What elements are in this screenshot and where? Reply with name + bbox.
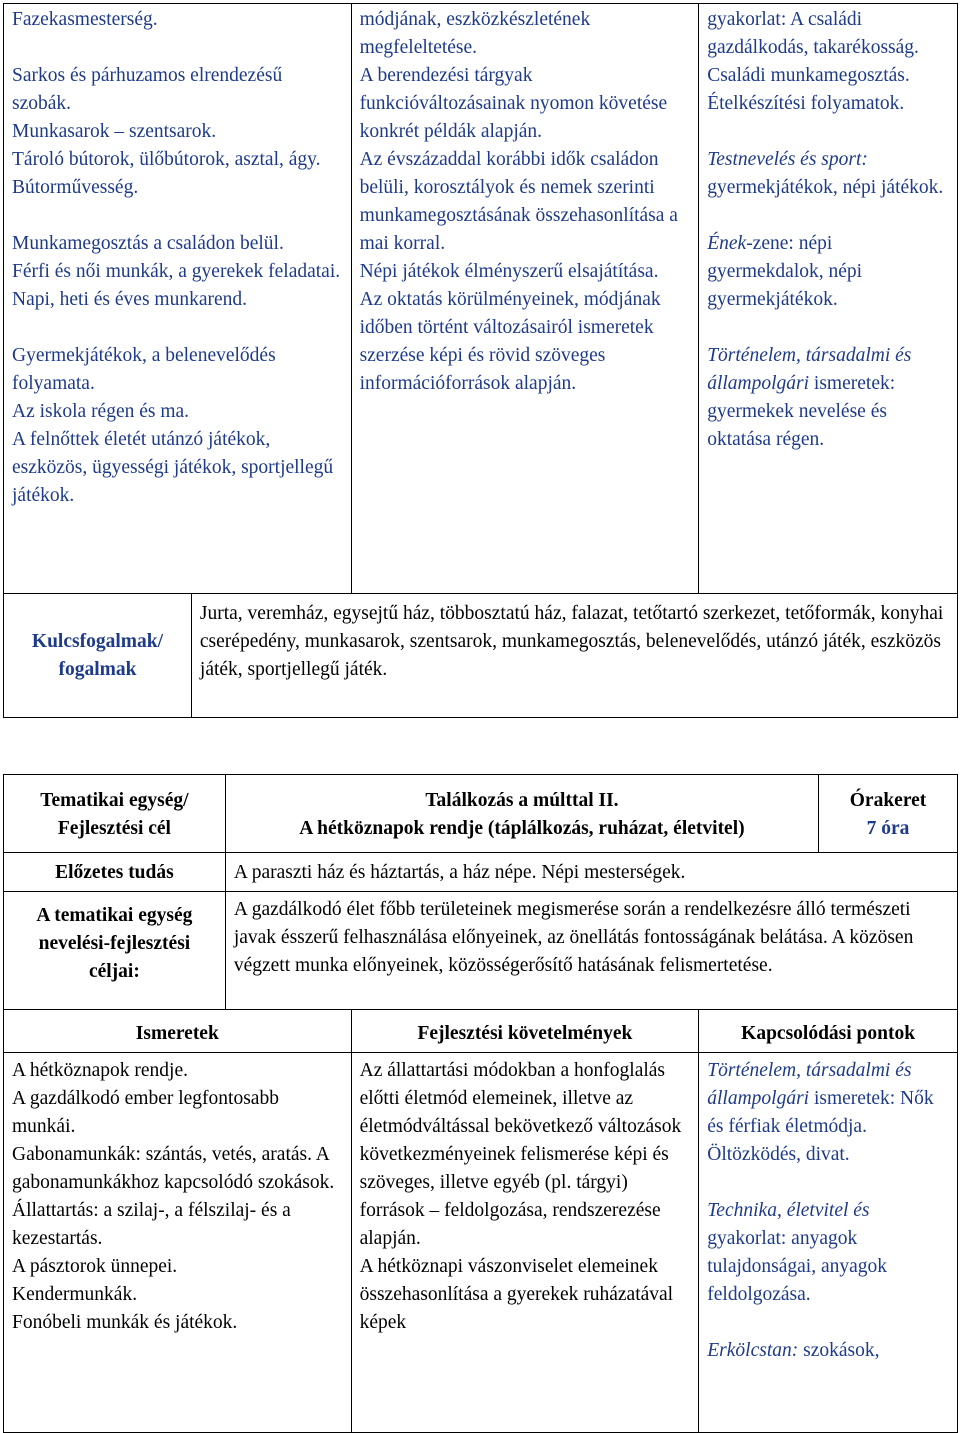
kapcs2-p3-text: szokások,	[803, 1340, 880, 1361]
ismeretek-block-rooms	[12, 62, 343, 202]
ismeretek-line: Munkasarok – szentsarok.	[12, 121, 217, 142]
ismeretek-line: A felnőttek életét utánzó játékok, eszközös, ügyességi játékok, sportjellegű játékok.	[12, 429, 334, 506]
kapcs2-p2-subject: Technika, életvitel és	[707, 1200, 870, 1221]
kapcs-p4-subject: Történelem, társadalmi és állampolgári	[707, 345, 912, 394]
orakeret-value: 7 óra	[866, 818, 910, 839]
header-ismeretek: Ismeretek	[4, 1010, 352, 1053]
ismeretek-line: Tároló bútorok, ülőbútorok, asztal, ágy.	[12, 149, 321, 170]
celjai-text: A gazdálkodó élet főbb területeinek megismerése során a rendelkezésre álló természeti javak ésszerű felhasználása előnyeinek, az önellátás fontosságának belátása. A közösen végzett munka előnyeinek, közösségerősítő hatásának felismertetése.	[225, 892, 957, 1010]
fejlesztesi-cell	[351, 4, 699, 594]
unit-title-line2: A hétköznapok rendje (táplálkozás, ruházat, életvitel)	[299, 818, 745, 839]
elozetes-text: A paraszti ház és háztartás, a ház népe. Népi mesterségek.	[225, 853, 957, 892]
fejlesztesi-block	[360, 6, 691, 398]
ismeretek2-line: Fonóbeli munkák és játékok.	[12, 1312, 238, 1333]
ismeretek2-line: A hétköznapok rendje.	[12, 1060, 188, 1081]
kapcs2-p1-subject: Történelem, társadalmi és állampolgári	[707, 1060, 912, 1109]
kapcs2-p2-text: gyakorlat: anyagok tulajdonságai, anyagok feldolgozása.	[707, 1228, 888, 1305]
fejlesztesi-list	[351, 1053, 699, 1433]
kapcs-p2-text: gyermekjátékok, népi játékok.	[707, 177, 944, 198]
kapcs-p2-subject: Testnevelés és sport:	[707, 149, 868, 170]
kapcsolodasi-cell	[699, 4, 958, 594]
kapcsolodasi-list	[699, 1053, 958, 1433]
elozetes-label: Előzetes tudás	[4, 853, 226, 892]
header-fejlesztesi: Fejlesztési követelmények	[351, 1010, 699, 1053]
header-kapcsolodasi: Kapcsolódási pontok	[699, 1010, 958, 1053]
ismeretek-line: Sarkos és párhuzamos elrendezésű szobák.	[12, 65, 283, 114]
kapcs-p4	[707, 342, 949, 454]
celjai-label: A tematikai egység nevelési-fejlesztési céljai:	[4, 892, 226, 1010]
kulcsfogalmak-label: Kulcsfogalmak/ fogalmak	[4, 594, 192, 718]
ismeretek-line: Gyermekjátékok, a belenevelődés folyamata.	[12, 345, 276, 394]
kapcs-p2	[707, 146, 949, 202]
fejlesztesi-line: módjának, eszközkészletének megfeleltetése.	[359, 9, 591, 58]
kapcs-p1: gyakorlat: A családi gazdálkodás, takarékosság. Családi munkamegosztás. Ételkészítési folyamatok.	[707, 9, 919, 114]
ismeretek-line: Napi, heti és éves munkarend.	[12, 289, 248, 310]
kapcs2-p1-text: ismeretek: Nők és férfiak életmódja. Öltözködés, divat.	[707, 1088, 934, 1165]
ismeretek-line: Bútorművesség.	[12, 177, 139, 198]
orakeret-cell	[819, 775, 958, 853]
fejlesztesi-line: Népi játékok élményszerű elsajátítása.	[359, 261, 659, 282]
tematikai-label: Tematikai egység/ Fejlesztési cél	[4, 775, 226, 853]
kapcs2-p1	[707, 1057, 949, 1169]
kapcs-p3-subject: Ének	[707, 233, 747, 254]
ismeretek2-line: A pásztorok ünnepei.	[12, 1256, 178, 1277]
ismeretek2-line: Kendermunkák.	[12, 1284, 138, 1305]
kapcs-p3-text: -zene: népi gyermekdalok, népi gyermekjátékok.	[707, 233, 863, 310]
fejlesztesi-line: Az oktatás körülményeinek, módjának időben történt változásairól ismeretek szerzése képi és rövid szöveges információforrások alapján.	[359, 289, 661, 394]
ismeretek-block-games	[12, 342, 343, 510]
kapcs2-p3	[707, 1337, 949, 1365]
kapcs-p4-text: ismeretek: gyermekek nevelése és oktatása régen.	[707, 373, 896, 450]
unit-title	[225, 775, 818, 853]
unit-title-line1: Találkozás a múlttal II.	[425, 790, 619, 811]
kulcsfogalmak-text: Jurta, veremház, egysejtű ház, többosztatú ház, falazat, tetőtartó szerkezet, tetőformák, konyhai cserépedény, munkasarok, szentsarok, munkamegosztás, belenevelődés, utánzó játék, eszközös játék, sportjellegű játék.	[191, 594, 957, 718]
fejlesztesi2-line: A hétköznapi vászonviselet elemeinek összehasonlítása a gyerekek ruházatával képek	[359, 1256, 674, 1333]
kapcs2-p2	[707, 1197, 949, 1309]
ismeretek2-line: A gazdálkodó ember legfontosabb munkái.	[12, 1088, 279, 1137]
ismeretek-line: Fazekasmesterség.	[12, 9, 158, 30]
kapcs-p3	[707, 230, 949, 314]
fejlesztesi2-line: Az állattartási módokban a honfoglalás előtti életmód elemeinek, illetve az életmódváltással bekövetkező változások következményeinek felismerése képi és szöveges, illetve egyéb (pl. tárgyi) források – feldolgozása, rendszerezése alapján.	[359, 1060, 682, 1249]
fejlesztesi-line: Az évszázaddal korábbi idők családon belüli, korosztályok és nemek szerinti munkamegosztásának összehasonlítása a mai korral.	[359, 149, 678, 254]
orakeret-label: Órakeret	[849, 790, 927, 811]
tematikai-egyseg-table	[3, 774, 958, 1433]
ismeretek2-line: Állattartás: a szilaj-, a félszilaj- és a kezestartás.	[12, 1200, 291, 1249]
curriculum-table-continued	[3, 3, 958, 718]
ismeretek-block-labor	[12, 230, 343, 314]
ismeretek-line: Férfi és női munkák, a gyerekek feladatai.	[12, 261, 341, 282]
ismeretek-line: Munkamegosztás a családon belül.	[12, 233, 284, 254]
ismeretek2-line: Gabonamunkák: szántás, vetés, aratás. A gabonamunkákhoz kapcsolódó szokások.	[12, 1144, 335, 1193]
ismeretek-block-crafts	[12, 6, 343, 34]
ismeretek-list	[4, 1053, 352, 1433]
kapcs2-p3-subject: Erkölcstan:	[707, 1340, 799, 1361]
ismeretek-line: Az iskola régen és ma.	[12, 401, 190, 422]
ismeretek-cell	[4, 4, 352, 594]
fejlesztesi-line: A berendezési tárgyak funkcióváltozásainak nyomon követése konkrét példák alapján.	[359, 65, 668, 142]
